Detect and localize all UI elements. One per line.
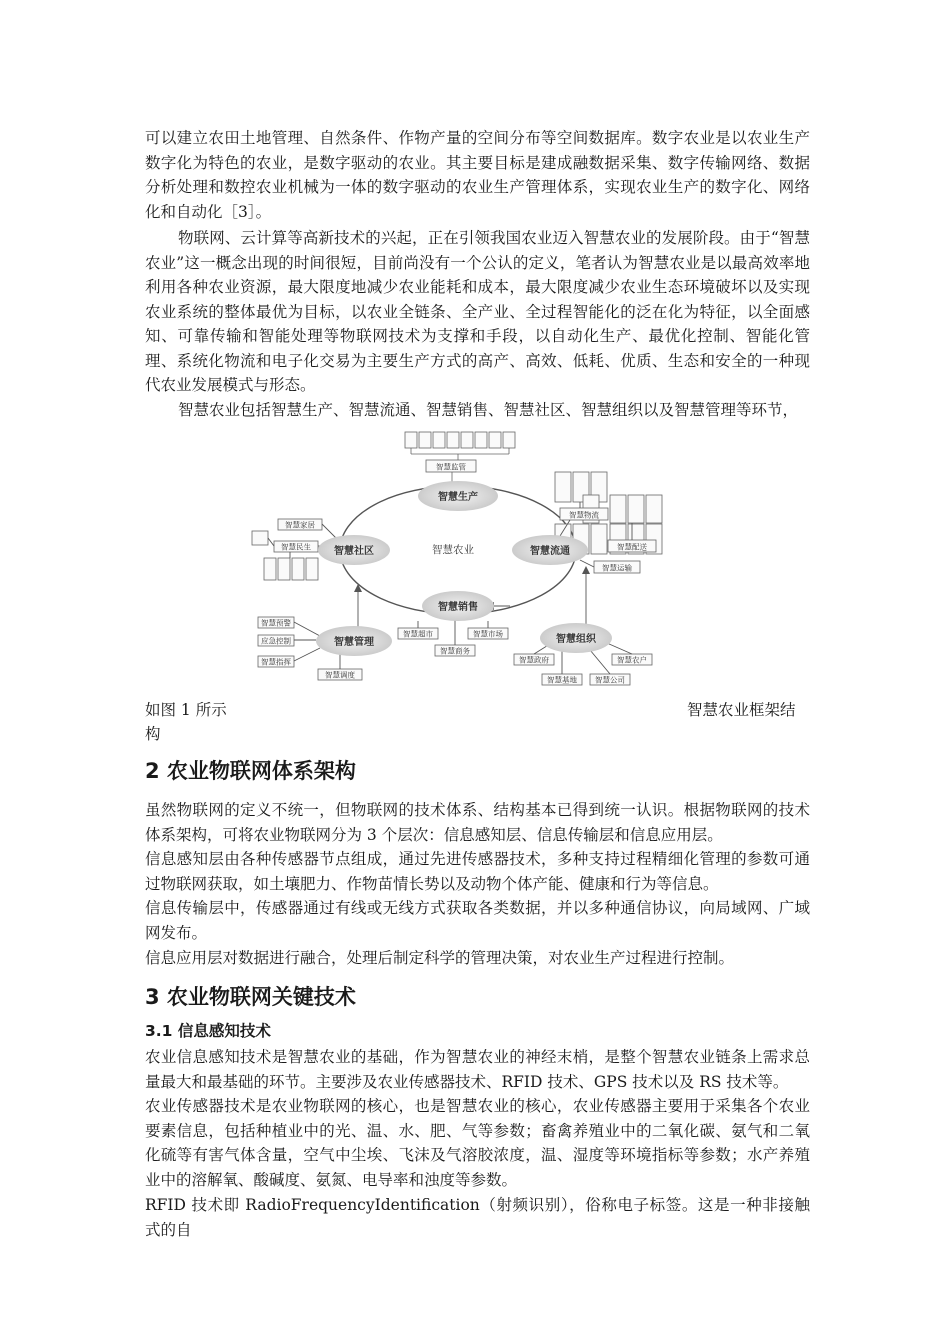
community-box-a-label: 智慧家居 xyxy=(285,520,315,530)
paragraph-digital-agriculture: 可以建立农田土地管理、自然条件、作物产量的空间分布等空间数据库。数字农业是以农业生产数字化为特色的农业，是数字驱动的农业。其主要目标是建成融数据采集、数字传输网络、数据分析处理和数控农业机械为一体的数字驱动的农业生产管理体系，实现农业生产的数字化、网络化和自动化［3］。 xyxy=(145,129,810,221)
node-sales-label: 智慧销售 xyxy=(438,602,478,613)
mgmt-box-d-label: 智慧调度 xyxy=(325,670,355,680)
top-column-boxes xyxy=(405,432,515,448)
transport-box-label: 智慧运输 xyxy=(602,563,632,573)
section-3-1-heading: 3.1 信息感知技术 xyxy=(145,1022,271,1040)
section-3-1-paragraph-2: 农业传感器技术是农业物联网的核心，也是智慧农业的核心，农业传感器主要用于采集各个农业要素信息，包括种植业中的光、温、水、肥、气等参数；畜禽养殖业中的二氧化碳、氨气和二氧化硫等有害气体含量，空气中尘埃、飞沫及气溶胶浓度，温、湿度等环境指标等参数；水产养殖业中的溶解氧、酸碱度、氨氮、电导率和浊度等参数。 xyxy=(145,1097,810,1189)
smart-agriculture-framework-figure xyxy=(250,428,690,690)
node-community-label: 智慧社区 xyxy=(334,546,374,557)
paragraph-smart-agriculture-components: 智慧农业包括智慧生产、智慧流通、智慧销售、智慧社区、智慧组织以及智慧管理等环节， xyxy=(178,401,799,419)
section-2-paragraph-3: 信息传输层中，传感器通过有线或无线方式获取各类数据，并以多种通信协议，向局域网、广域网发布。 xyxy=(145,899,810,942)
mgmt-box-c-label: 智慧指挥 xyxy=(261,657,291,667)
node-organization xyxy=(540,623,612,653)
org-box-a-label: 智慧政府 xyxy=(519,655,549,665)
node-production xyxy=(418,481,498,511)
sales-box-a-label: 智慧超市 xyxy=(403,629,433,639)
org-box-c-label: 智慧公司 xyxy=(595,675,625,685)
mgmt-box-b-label: 应急控制 xyxy=(261,636,291,646)
section-3-heading: 3 农业物联网关键技术 xyxy=(145,985,356,1009)
section-3-1-paragraph-1: 农业信息感知技术是智慧农业的基础，作为智慧农业的神经末梢，是整个智慧农业链条上需求总量最大和最基础的环节。主要涉及农业传感器技术、RFID 技术、GPS 技术以及 RS 技术等。 xyxy=(145,1048,810,1091)
section-2-heading: 2 农业物联网体系架构 xyxy=(145,759,356,783)
org-box-d-label: 智慧农户 xyxy=(617,655,647,665)
community-box-b-label: 智慧民生 xyxy=(281,542,311,552)
paragraph-smart-agriculture-definition: 物联网、云计算等高新技术的兴起，正在引领我国农业迈入智慧农业的发展阶段。由于“智慧农业”这一概念出现的时间很短，目前尚没有一个公认的定义，笔者认为智慧农业是以最高效率地利用各种农业资源，最大限度地减少农业能耗和成本，最大限度减少农业生态环境破坏以及实现农业系统的整体最优为目标，以农业全链条、全产业、全过程智能化的泛在化为特征，以全面感知、可靠传输和智能处理等物联网技术为支撑和手段，以自动化生产、最优化控制、智能化管理、系统化物流和电子化交易为主要生产方式的高产、高效、低耗、优质、生态和安全的一种现代农业发展模式与形态。 xyxy=(145,229,810,394)
node-circulation xyxy=(512,535,588,565)
node-management xyxy=(316,626,392,656)
left-column-boxes xyxy=(264,558,318,580)
logistics-box-label: 智慧物流 xyxy=(569,510,599,520)
distribution-box-label: 智慧配送 xyxy=(617,542,647,552)
mgmt-box-a-label: 智慧预警 xyxy=(261,618,291,628)
sales-box-c-label: 智慧市场 xyxy=(473,629,503,639)
section-2-paragraph-1: 虽然物联网的定义不统一，但物联网的技术体系、结构基本已得到统一认识。根据物联网的技术体系架构，可将农业物联网分为 3 个层次：信息感知层、信息传输层和信息应用层。 xyxy=(145,801,810,844)
org-box-b-label: 智慧基地 xyxy=(547,675,577,685)
figure-caption-left: 如图 1 所示 xyxy=(145,701,227,719)
section-2-paragraph-4: 信息应用层对数据进行融合，处理后制定科学的管理决策，对农业生产过程进行控制。 xyxy=(145,949,735,967)
monitor-box-label: 智慧监管 xyxy=(436,462,466,472)
figure-caption-right: 智慧农业框架结 xyxy=(687,701,796,719)
node-community xyxy=(318,535,390,565)
figure-caption-continuation: 构 xyxy=(145,725,161,743)
section-3-1-paragraph-3: RFID 技术即 RadioFrequencyIdentification（射频识别），俗称电子标签。这是一种非接触式的自 xyxy=(145,1196,810,1239)
sales-box-b-label: 智慧商务 xyxy=(440,646,470,656)
node-circulation-label: 智慧流通 xyxy=(530,546,570,557)
node-production-label: 智慧生产 xyxy=(438,492,478,503)
node-management-label: 智慧管理 xyxy=(334,637,374,648)
section-2-paragraph-2: 信息感知层由各种传感器节点组成，通过先进传感器技术，多种支持过程精细化管理的参数可通过物联网获取，如土壤肥力、作物苗情长势以及动物个体产能、健康和行为等信息。 xyxy=(145,850,810,893)
framework-diagram xyxy=(250,428,690,690)
node-organization-label: 智慧组织 xyxy=(556,634,596,645)
node-sales xyxy=(422,591,494,621)
center-label: 智慧农业 xyxy=(432,544,474,556)
